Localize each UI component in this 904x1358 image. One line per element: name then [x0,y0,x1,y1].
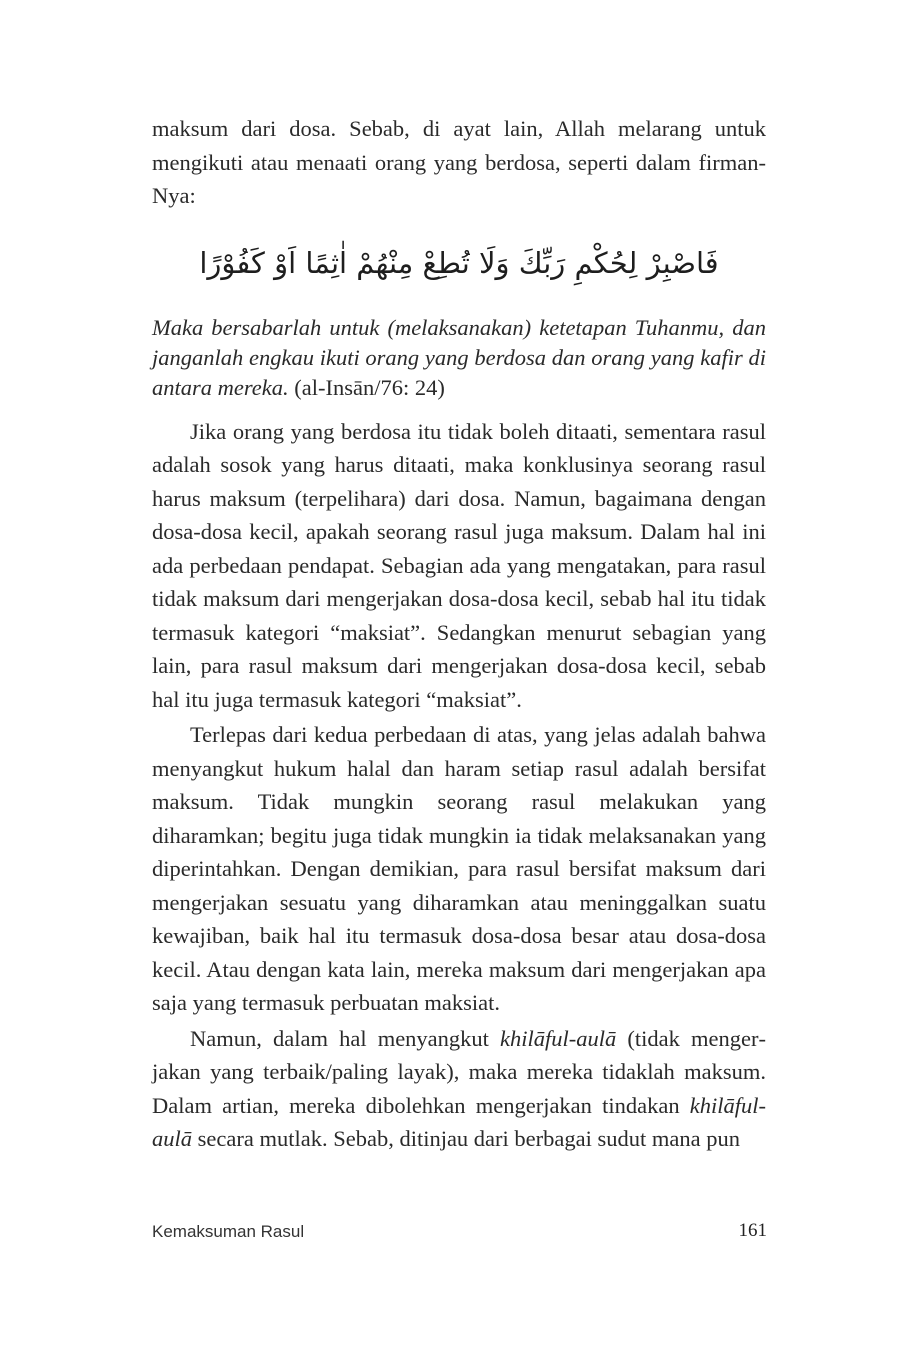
term-khilaful-aula-1: khilāful-aulā [500,1025,617,1051]
paragraph-1: maksum dari dosa. Sebab, di ayat lain, Allah melarang untuk mengikuti atau menaati orang yang berdosa, seperti dalam firman-Nya: [152,116,766,208]
paragraph-4-part-b: (tidak mengerjakan yang terbaik/paling layak), maka mereka tidaklah maksum. Dalam artian, mereka dibolehkan mengerjakan tindakan [152,1025,766,1118]
page-body [152,112,766,1156]
paragraph-2: Jika orang yang berdosa itu tidak boleh ditaati, sementara rasul adalah sosok yang harus ditaati, maka konklusinya seorang rasul harus maksum (terpelihara) dari dosa. Namun, bagaimana dengan dosa-dosa kecil, apakah seorang rasul juga maksum. Dalam hal ini ada perbedaan pendapat. Sebagian ada yang mengatakan, para rasul tidak maksum dari mengerjakan dosa-dosa kecil, sebab hal itu tidak termasuk kategori “maksiat”. Sedangkan menurut sebagian yang lain, para rasul maksum dari mengerjakan dosa-dosa kecil, sebab hal itu juga termasuk kategori “maksiat”. [152,418,766,712]
running-footer-title: Kemaksuman Rasul [152,1222,305,1241]
paragraph-4-part-c: secara mutlak. Sebab, ditinjau dari berbagai sudut mana pun [192,1126,740,1151]
verse-reference: (al-Insān/76: 24) [288,374,445,400]
page-number: 161 [738,1220,767,1241]
arabic-verse: فَاصْبِرْ لِحُكْمِ رَبِّكَ وَلَا تُطِعْ مِنْهُمْ اٰثِمًا اَوْ كَفُوْرًا [199,245,719,280]
term-khilaful-aula-2: khilāful-aulā [152,1092,766,1151]
paragraph-4 [152,1022,766,1156]
paragraph-3: Terlepas dari kedua perbedaan di atas, yang jelas adalah bahwa menyangkut hukum halal dan haram setiap rasul adalah bersifat maksum. Tidak mungkin seorang rasul melakukan yang diharamkan; begitu juga tidak mungkin ia tidak melaksanakan yang diperintahkan. Dengan demikian, para rasul bersifat maksum dari mengerjakan sesuatu yang diharamkan atau meninggalkan suatu kewajiban, baik hal itu termasuk dosa-dosa besar atau dosa-dosa kecil. Atau dengan kata lain, mereka maksum dari mengerjakan apa saja yang termasuk perbuatan maksiat. [152,722,766,1015]
verse-translation [152,313,766,403]
translation-text: Maka bersabarlah untuk (melaksanakan) ketetapan Tuhanmu, dan janganlah engkau ikuti orang yang berdosa dan orang yang kafir di antara mereka. [152,314,766,400]
paragraph-4-part-a: Namun, dalam hal menyangkut [190,1025,501,1051]
